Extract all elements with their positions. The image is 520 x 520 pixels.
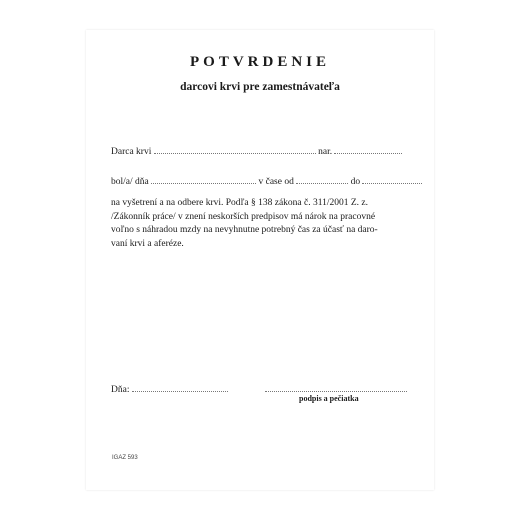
issue-date-field[interactable]: [132, 382, 228, 392]
visit-date-field[interactable]: [151, 174, 256, 184]
donor-label: Darca krvi: [111, 147, 152, 157]
visit-row: [111, 174, 422, 188]
paragraph-line: na vyšetrení a na odbere krvi. Podľa § 138 zákona č. 311/2001 Z. z.: [111, 198, 369, 208]
number-label: nar.: [318, 147, 333, 157]
paragraph-line: /Zákonník práce/ v znení neskorších predpisov má nárok na pracovné: [111, 211, 376, 222]
to-label: do: [350, 177, 361, 187]
was-label: bol/a/ dňa: [111, 177, 149, 187]
form-sheet: [86, 30, 434, 490]
form-code: IGAZ 593: [112, 455, 138, 461]
birth-number-field[interactable]: [334, 144, 402, 154]
signature-field[interactable]: [265, 382, 407, 392]
donor-row: [111, 144, 402, 158]
time-from-field[interactable]: [296, 174, 348, 184]
document-title: POTVRDENIE: [189, 54, 330, 70]
donor-name-field[interactable]: [154, 144, 316, 154]
time-label: v čase od: [258, 177, 294, 187]
paragraph-line: voľno s náhradou mzdy na nevyhnutne potrebný čas za účasť na daro-: [111, 225, 378, 235]
time-to-field[interactable]: [362, 174, 422, 184]
legal-paragraph: [111, 197, 413, 251]
date-row: [111, 382, 407, 396]
signature-label: podpis a pečiatka: [299, 394, 359, 403]
date-label: Dňa:: [111, 385, 130, 395]
paragraph-line: vaní krvi a aferéze.: [111, 238, 184, 249]
document-subtitle: darcovi krvi pre zamestnávateľa: [180, 81, 340, 93]
